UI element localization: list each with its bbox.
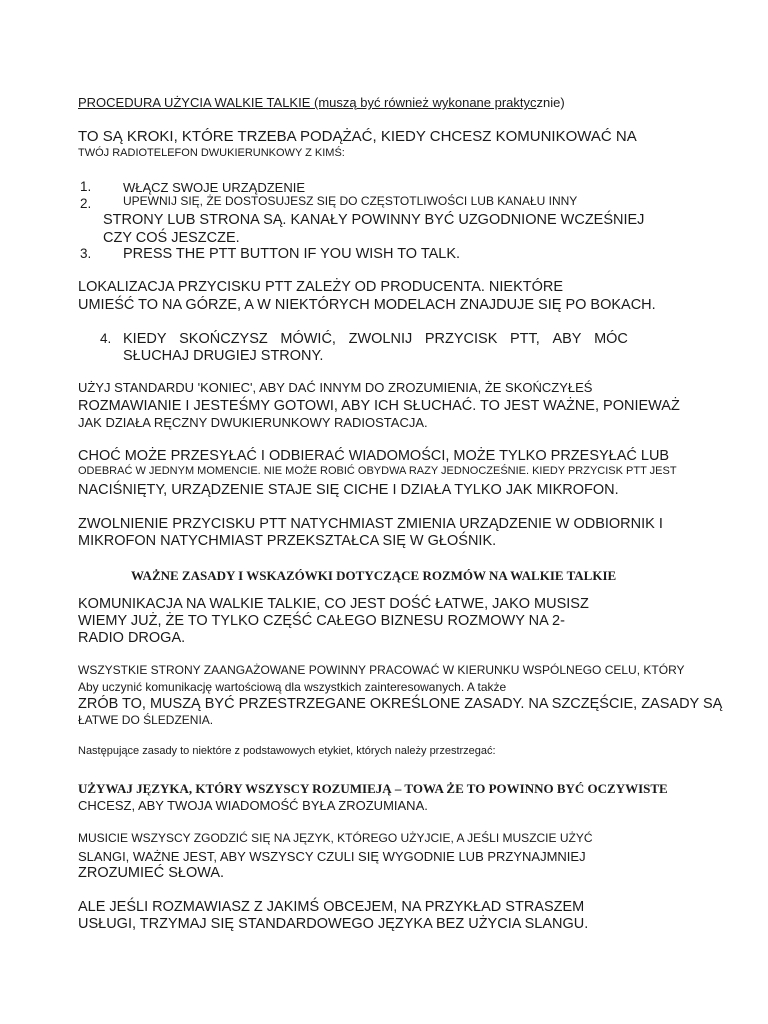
step-4-word: PRZYCISK: [424, 331, 498, 347]
ptt-location-line-1: LOKALIZACJA PRZYCISKU PTT ZALEŻY OD PRODUCENTA. NIEKTÓRE: [78, 279, 564, 295]
step-4-line-1: [123, 332, 628, 347]
step-3-text: PRESS THE PTT BUTTON IF YOU WISH TO TALK.: [123, 246, 461, 262]
title-underlined: PROCEDURA UŻYCIA WALKIE TALKIE (muszą być również wykonane praktyc: [78, 95, 537, 110]
over-line-1: UŻYJ STANDARDU 'KONIEC', ABY DAĆ INNYM DO ZROZUMIENIA, ŻE SKOŃCZYŁEŚ: [78, 380, 593, 395]
communication-line-3: RADIO DROGA.: [78, 630, 186, 646]
step-number-2: 2.: [80, 196, 92, 211]
step-4-line-2: SŁUCHAJ DRUGIEJ STRONY.: [123, 348, 324, 364]
parties-line-2: Aby uczynić komunikację wartościową dla wszystkich zainteresowanych. A także: [78, 680, 507, 694]
section-heading: WAŻNE ZASADY I WSKAZÓWKI DOTYCZĄCE ROZMÓW NA WALKIE TALKIE: [131, 568, 617, 583]
simplex-line-3: NACIŚNIĘTY, URZĄDZENIE STAJE SIĘ CICHE I DZIAŁA TYLKO JAK MIKROFON.: [78, 482, 619, 498]
foreigner-line-2: USŁUGI, TRZYMAJ SIĘ STANDARDOWEGO JĘZYKA BEZ UŻYCIA SLANGU.: [78, 916, 589, 932]
intro-line-1: TO SĄ KROKI, KTÓRE TRZEBA PODĄŻAĆ, KIEDY CHCESZ KOMUNIKOWAĆ NA: [78, 128, 637, 145]
step-1-text: WŁĄCZ SWOJE URZĄDZENIE: [123, 180, 306, 195]
step-4-word: MÓC: [594, 331, 628, 347]
communication-line-1: KOMUNIKACJA NA WALKIE TALKIE, CO JEST DOŚĆ ŁATWE, JAKO MUSISZ: [78, 596, 589, 612]
slang-line-3: ZROZUMIEĆ SŁOWA.: [78, 865, 225, 881]
parties-line-4: ŁATWE DO ŚLEDZENIA.: [78, 713, 214, 727]
rule-1-line: CHCESZ, ABY TWOJA WIADOMOŚĆ BYŁA ZROZUMIANA.: [78, 798, 428, 813]
step-2-line-1: UPEWNIJ SIĘ, ŻE DOSTOSUJESZ SIĘ DO CZĘSTOTLIWOŚCI LUB KANAŁU INNY: [123, 194, 578, 208]
step-2-line-2: STRONY LUB STRONA SĄ. KANAŁY POWINNY BYĆ UZGODNIONE WCZEŚNIEJ: [103, 212, 645, 228]
slang-line-2: SLANGI, WAŻNE JEST, ABY WSZYSCY CZULI SIĘ WYGODNIE LUB PRZYNAJMNIEJ: [78, 849, 586, 864]
step-number-1: 1.: [80, 179, 92, 194]
foreigner-line-1: ALE JEŚLI ROZMAWIASZ Z JAKIMŚ OBCEJEM, NA PRZYKŁAD STRASZEM: [78, 899, 585, 915]
step-2-line-3: CZY COŚ JESZCZE.: [103, 230, 240, 246]
slang-line-1: MUSICIE WSZYSCY ZGODZIĆ SIĘ NA JĘZYK, KTÓREGO UŻYJCIE, A JEŚLI MUSZCIE UŻYĆ: [78, 831, 593, 845]
step-4-word: ZWOLNIJ: [348, 331, 413, 347]
over-line-3: JAK DZIAŁA RĘCZNY DWUKIERUNKOWY RADIOSTACJA.: [78, 415, 428, 430]
parties-line-1: WSZYSTKIE STRONY ZAANGAŻOWANE POWINNY PRACOWAĆ W KIERUNKU WSPÓLNEGO CELU, KTÓRY: [78, 663, 685, 677]
step-4-word: PTT,: [510, 331, 540, 347]
parties-line-3: ZRÓB TO, MUSZĄ BYĆ PRZESTRZEGANE OKREŚLONE ZASADY. NA SZCZĘŚCIE, ZASADY SĄ: [78, 696, 723, 712]
step-number-3: 3.: [80, 246, 92, 261]
ptt-location-line-2: UMIEŚĆ TO NA GÓRZE, A W NIEKTÓRYCH MODELACH ZNAJDUJE SIĘ PO BOKACH.: [78, 297, 656, 313]
step-4-word: ABY: [552, 331, 582, 347]
intro-line-2: TWÓJ RADIOTELEFON DWUKIERUNKOWY Z KIMŚ:: [78, 147, 345, 159]
rule-1-heading: UŻYWAJ JĘZYKA, KTÓRY WSZYSCY ROZUMIEJĄ – TOWA ŻE TO POWINNO BYĆ OCZYWISTE: [78, 781, 668, 796]
communication-line-2: WIEMY JUŻ, ŻE TO TYLKO CZĘŚĆ CAŁEGO BIZNESU ROZMOWY NA 2-: [78, 613, 565, 629]
rules-intro: Następujące zasady to niektóre z podstawowych etykiet, których należy przestrzegać:: [78, 745, 496, 757]
over-line-2: ROZMAWIANIE I JESTEŚMY GOTOWI, ABY ICH SŁUCHAĆ. TO JEST WAŻNE, PONIEWAŻ: [78, 398, 680, 414]
title-rest: znie): [536, 95, 565, 110]
step-4-word: KIEDY: [123, 331, 167, 347]
step-4-word: SKOŃCZYSZ: [179, 331, 268, 347]
simplex-line-2: ODEBRAĆ W JEDNYM MOMENCIE. NIE MOŻE ROBIĆ OBYDWA RAZY JEDNOCZEŚNIE. KIEDY PRZYCISK PTT JEST: [78, 465, 677, 477]
release-line-2: MIKROFON NATYCHMIAST PRZEKSZTAŁCA SIĘ W GŁOŚNIK.: [78, 533, 497, 549]
simplex-line-1: CHOĆ MOŻE PRZESYŁAĆ I ODBIERAĆ WIADOMOŚCI, MOŻE TYLKO PRZESYŁAĆ LUB: [78, 448, 670, 464]
step-4-word: MÓWIĆ,: [280, 331, 336, 347]
release-line-1: ZWOLNIENIE PRZYCISKU PTT NATYCHMIAST ZMIENIA URZĄDZENIE W ODBIORNIK I: [78, 516, 663, 532]
document-title: [78, 96, 565, 109]
step-number-4: 4.: [100, 331, 112, 346]
